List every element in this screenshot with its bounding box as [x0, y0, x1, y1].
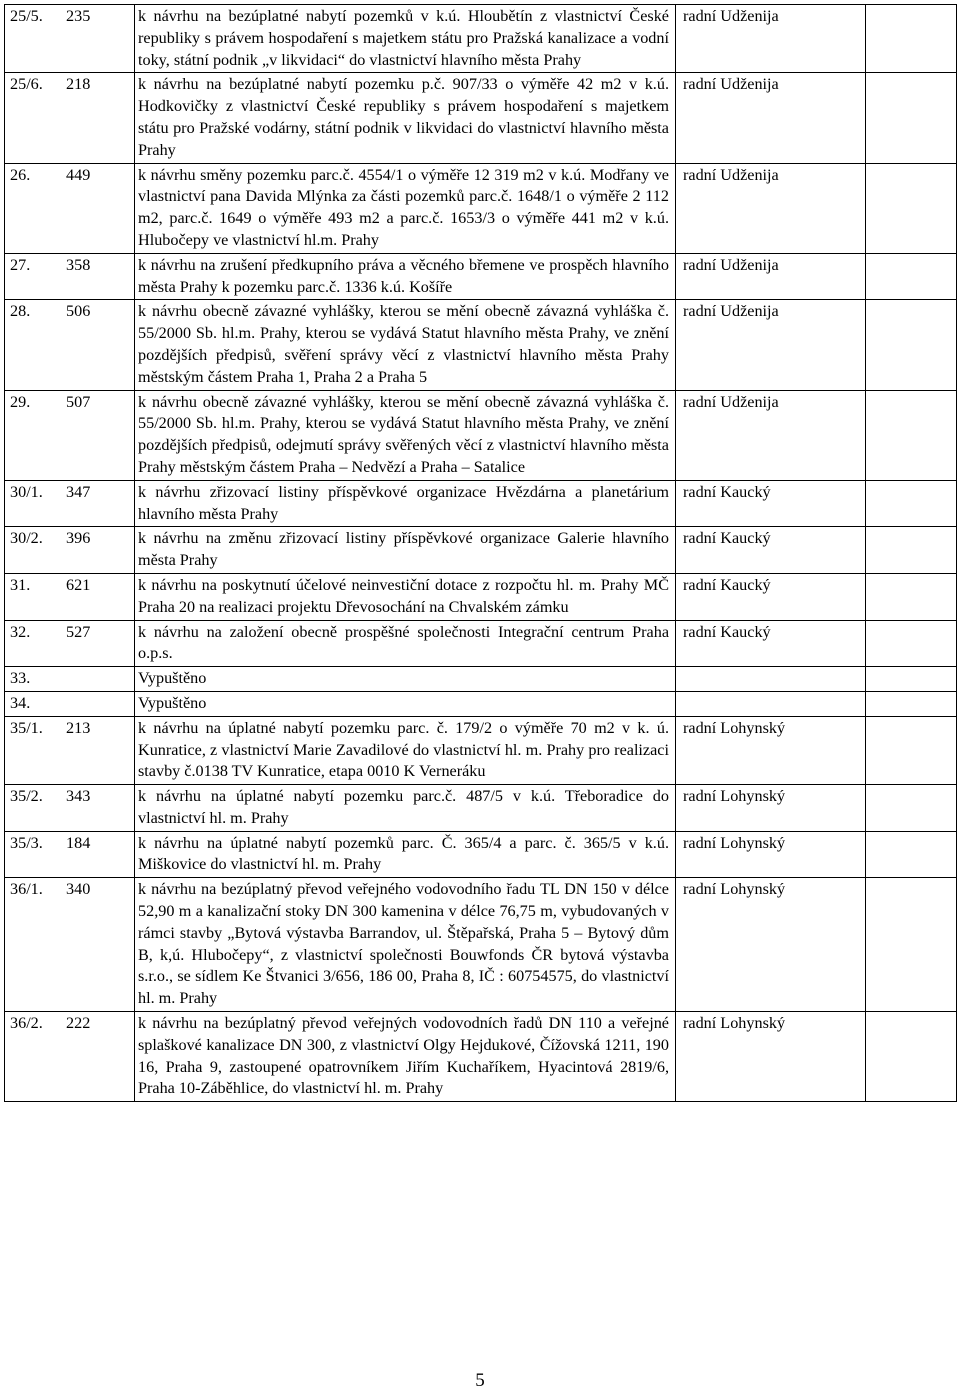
item-description: k návrhu obecně závazné vyhlášky, kterou se mění obecně závazná vyhláška č. 55/2000 Sb. hl.m. Prahy, kterou se vydává Statut hlavního města Prahy, ve znění pozdějších předpisů, svěření správy věcí z vlastnictví hlavního města Prahy městským částem Praha 1, Praha 2 a Praha 5 — [135, 300, 676, 390]
document-number: 222 — [66, 1014, 91, 1033]
item-responsible: radní Kaucký — [676, 480, 866, 527]
item-number-cell — [5, 831, 135, 878]
item-responsible: radní Lohynský — [676, 716, 866, 784]
point-number: 35/3. — [10, 833, 43, 852]
empty-cell — [866, 620, 957, 667]
item-number-cell — [5, 73, 135, 163]
point-number: 30/2. — [10, 529, 43, 548]
agenda-row — [5, 573, 957, 620]
document-number: 396 — [66, 529, 91, 548]
item-responsible: radní Udženija — [676, 163, 866, 253]
item-responsible — [676, 667, 866, 692]
empty-cell — [866, 73, 957, 163]
empty-cell — [866, 1012, 957, 1102]
empty-cell — [866, 667, 957, 692]
agenda-row — [5, 73, 957, 163]
item-responsible: radní Udženija — [676, 390, 866, 480]
document-number: 343 — [66, 787, 91, 806]
point-number: 25/5. — [10, 7, 43, 25]
item-description: k návrhu na zrušení předkupního práva a věcného břemene ve prospěch hlavního města Prahy k pozemku parc.č. 1336 k.ú. Košíře — [135, 253, 676, 300]
item-number-cell — [5, 785, 135, 832]
item-responsible: radní Lohynský — [676, 878, 866, 1012]
item-description: k návrhu na bezúplatný převod veřejných vodovodních řadů DN 110 a veřejné splaškové kanalizace DN 300, z vlastnictví Olgy Hejdukové, Čížovská 1211, 190 16, Praha 9, zastoupené opatrovníkem Jiřím Kuchaříkem, Hyacintová 2819/6, Praha 10-Záběhlice, do vlastnictví hl. m. Prahy — [135, 1012, 676, 1102]
agenda-body — [5, 5, 957, 1102]
point-number: 35/2. — [10, 787, 43, 806]
item-description: k návrhu na bezúplatné nabytí pozemku p.č. 907/33 o výměře 42 m2 v k.ú. Hodkovičky z vlastnictví České republiky s právem hospodaření s majetkem státu pro Pražské vodárny, státní podnik v likvidaci do vlastnictví hlavního města Prahy — [135, 73, 676, 163]
item-responsible: radní Udženija — [676, 300, 866, 390]
point-number: 29. — [10, 392, 31, 411]
item-description: k návrhu na založení obecně prospěšné společnosti Integrační centrum Praha o.p.s. — [135, 620, 676, 667]
item-responsible: radní Udženija — [676, 253, 866, 300]
document-number: 621 — [66, 575, 91, 594]
item-number-cell — [5, 5, 135, 73]
item-description: Vypuštěno — [135, 691, 676, 716]
item-number-cell — [5, 390, 135, 480]
empty-cell — [866, 5, 957, 73]
point-number: 26. — [10, 165, 31, 184]
document-number: 213 — [66, 718, 91, 737]
agenda-row — [5, 253, 957, 300]
item-number-cell — [5, 253, 135, 300]
empty-cell — [866, 253, 957, 300]
item-number-cell — [5, 163, 135, 253]
item-responsible: radní Lohynský — [676, 831, 866, 878]
page-number: 5 — [475, 1370, 485, 1391]
item-number-cell — [5, 620, 135, 667]
document-number: 506 — [66, 302, 91, 321]
item-number-cell — [5, 878, 135, 1012]
item-responsible: radní Kaucký — [676, 620, 866, 667]
item-description: Vypuštěno — [135, 667, 676, 692]
document-number: 449 — [66, 165, 91, 184]
point-number: 30/1. — [10, 482, 43, 501]
item-responsible — [676, 691, 866, 716]
item-description: k návrhu směny pozemku parc.č. 4554/1 o výměře 12 319 m2 v k.ú. Modřany ve vlastnictví pana Davida Mlýnka za části pozemků parc.č. 1648/1 o výměře 2 112 m2, parc.č. 1649 o výměře 493 m2 a parc.č. 1653/3 o výměře 441 m2 v k.ú. Hlubočepy ve vlastnictví hl.m. Prahy — [135, 163, 676, 253]
item-responsible: radní Lohynský — [676, 785, 866, 832]
point-number: 34. — [10, 693, 31, 712]
point-number: 36/1. — [10, 880, 43, 899]
empty-cell — [866, 691, 957, 716]
point-number: 35/1. — [10, 718, 43, 737]
item-description: k návrhu zřizovací listiny příspěvkové organizace Hvězdárna a planetárium hlavního města Prahy — [135, 480, 676, 527]
item-description: k návrhu na úplatné nabytí pozemku parc.č. 487/5 v k.ú. Třeboradice do vlastnictví hl. m. Prahy — [135, 785, 676, 832]
document-number: 235 — [66, 7, 91, 25]
item-responsible: radní Kaucký — [676, 573, 866, 620]
document-number: 527 — [66, 622, 91, 641]
item-description: k návrhu na poskytnutí účelové neinvestiční dotace z rozpočtu hl. m. Prahy MČ Praha 20 na realizaci projektu Dřevosochání na Chvalském zámku — [135, 573, 676, 620]
agenda-row — [5, 1012, 957, 1102]
item-number-cell — [5, 716, 135, 784]
document-number: 507 — [66, 392, 91, 411]
item-number-cell — [5, 300, 135, 390]
agenda-row — [5, 300, 957, 390]
empty-cell — [866, 163, 957, 253]
agenda-row — [5, 620, 957, 667]
item-description: k návrhu na úplatné nabytí pozemků parc. Č. 365/4 a parc. č. 365/5 v k.ú. Miškovice do vlastnictví hl. m. Prahy — [135, 831, 676, 878]
agenda-row — [5, 527, 957, 574]
item-number-cell — [5, 573, 135, 620]
empty-cell — [866, 878, 957, 1012]
point-number: 31. — [10, 575, 31, 594]
point-number: 25/6. — [10, 75, 43, 94]
item-number-cell — [5, 527, 135, 574]
item-responsible: radní Lohynský — [676, 1012, 866, 1102]
item-description: k návrhu na změnu zřizovací listiny příspěvkové organizace Galerie hlavního města Prahy — [135, 527, 676, 574]
agenda-row — [5, 785, 957, 832]
empty-cell — [866, 390, 957, 480]
document-number: 340 — [66, 880, 91, 899]
point-number: 28. — [10, 302, 31, 321]
item-description: k návrhu na bezúplatný převod veřejného vodovodního řadu TL DN 150 v délce 52,90 m a kanalizační stoky DN 300 kamenina v délce 76,75 m, vybudovaných v rámci stavby „Bytová výstavba Barrandov, ul. Štěpařská, Praha 5 – Bytový dům B, k,ú. Hlubočepy“, z vlastnictví společnosti Bouwfonds ČR bytová výstavba s.r.o., se sídlem Ke Štvanici 3/656, 186 00, Praha 8, IČ : 60754575, do vlastnictví hl. m. Prahy — [135, 878, 676, 1012]
document-number: 358 — [66, 255, 91, 274]
item-responsible: radní Udženija — [676, 5, 866, 73]
item-responsible: radní Udženija — [676, 73, 866, 163]
empty-cell — [866, 480, 957, 527]
agenda-row — [5, 480, 957, 527]
point-number: 27. — [10, 255, 31, 274]
agenda-row — [5, 716, 957, 784]
empty-cell — [866, 716, 957, 784]
empty-cell — [866, 785, 957, 832]
agenda-table — [4, 4, 957, 1102]
agenda-row — [5, 5, 957, 73]
item-responsible: radní Kaucký — [676, 527, 866, 574]
document-number: 184 — [66, 833, 91, 852]
item-description: k návrhu na úplatné nabytí pozemku parc. č. 179/2 o výměře 70 m2 v k. ú. Kunratice, z vlastnictví Marie Zavadilové do vlastnictví hl. m. Prahy pro realizaci stavby č.0138 TV Kunratice, etapa 0010 K Verneráku — [135, 716, 676, 784]
agenda-row — [5, 878, 957, 1012]
agenda-row — [5, 831, 957, 878]
item-number-cell — [5, 691, 135, 716]
point-number: 32. — [10, 622, 31, 641]
item-number-cell — [5, 480, 135, 527]
agenda-row — [5, 691, 957, 716]
empty-cell — [866, 573, 957, 620]
agenda-row — [5, 390, 957, 480]
item-description: k návrhu na bezúplatné nabytí pozemků v k.ú. Hloubětín z vlastnictví České republiky s právem hospodaření s majetkem státu pro Pražská kanalizace a vodní toky, státní podnik „v likvidaci“ do vlastnictví hlavního města Prahy — [135, 5, 676, 73]
item-number-cell — [5, 1012, 135, 1102]
point-number: 33. — [10, 669, 31, 688]
agenda-row — [5, 667, 957, 692]
item-description: k návrhu obecně závazné vyhlášky, kterou se mění obecně závazná vyhláška č. 55/2000 Sb. hl.m. Prahy, kterou se vydává Statut hlavního města Prahy, ve znění pozdějších předpisů, odejmutí správy svěřených věcí z vlastnictví hlavního města Prahy městským částem Praha – Nedvězí a Praha – Satalice — [135, 390, 676, 480]
document-number: 218 — [66, 75, 91, 94]
empty-cell — [866, 831, 957, 878]
point-number: 36/2. — [10, 1014, 43, 1033]
item-number-cell — [5, 667, 135, 692]
empty-cell — [866, 300, 957, 390]
empty-cell — [866, 527, 957, 574]
document-number: 347 — [66, 482, 91, 501]
agenda-row — [5, 163, 957, 253]
